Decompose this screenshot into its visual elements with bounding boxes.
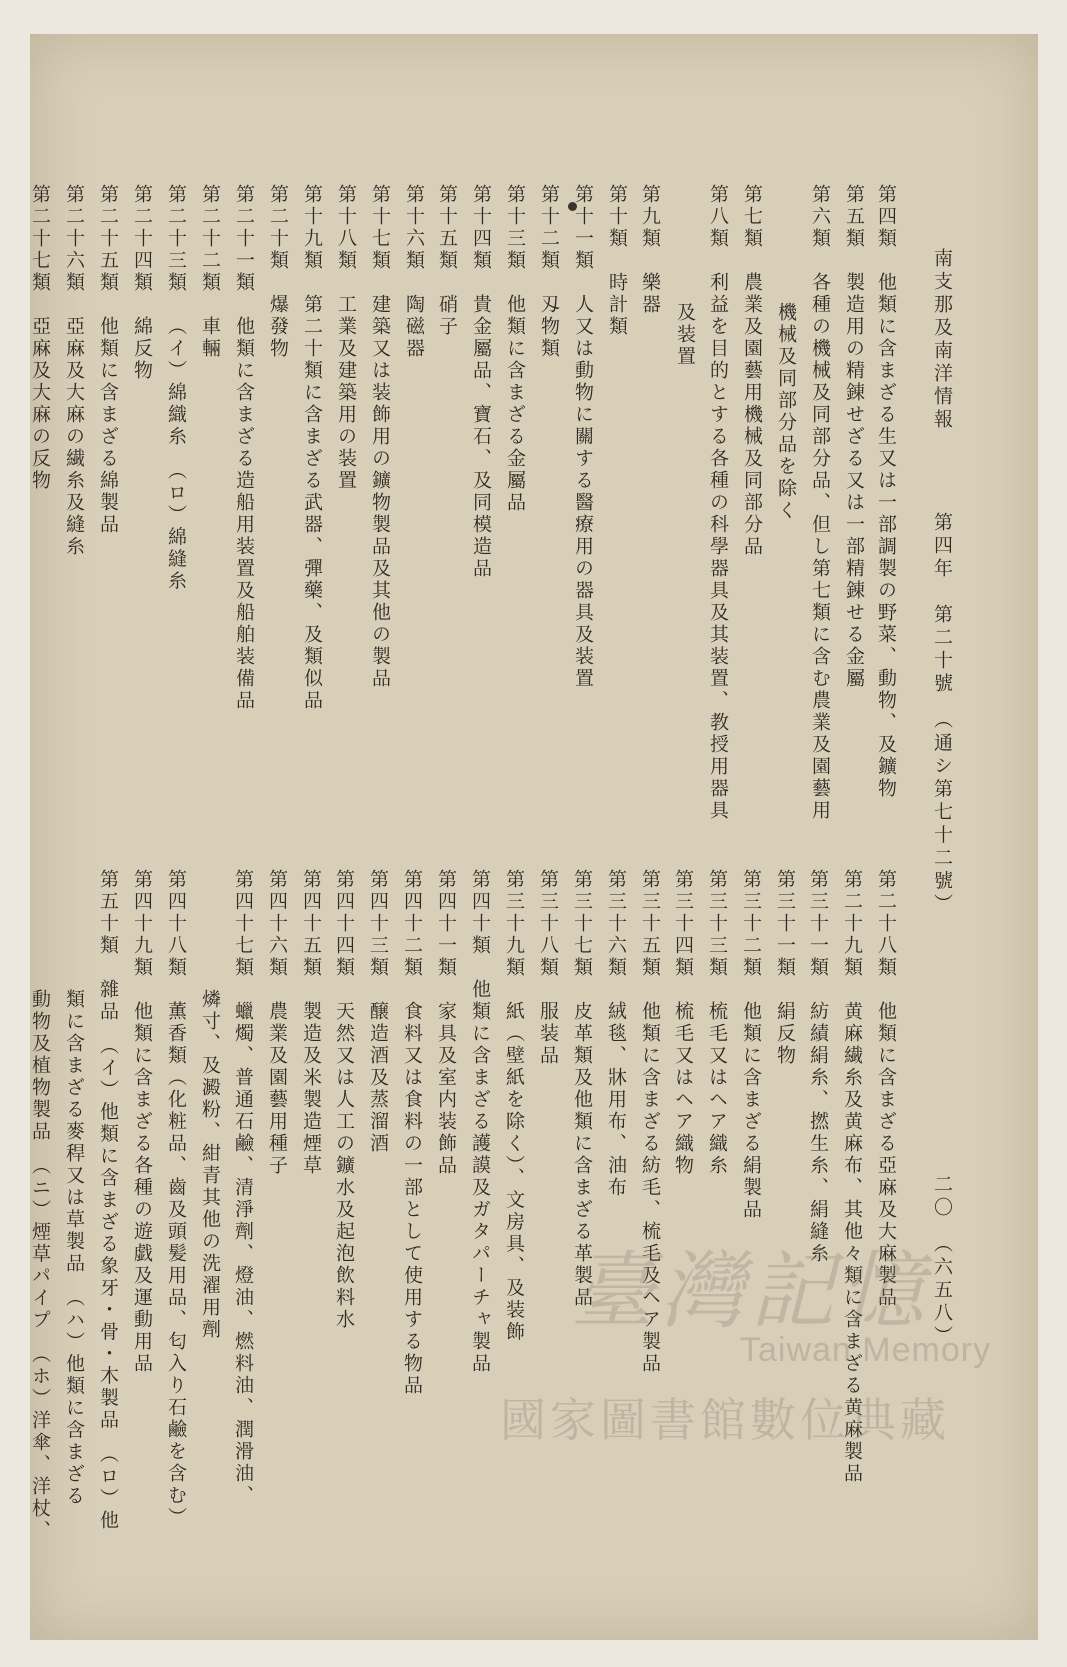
upper-entry: [876, 184, 895, 800]
lower-entry: [436, 869, 455, 1177]
lower-entry: [606, 869, 625, 1199]
class-label: 第六類: [809, 184, 831, 250]
class-label: 第四十六類: [266, 869, 288, 979]
upper-entry: [30, 184, 49, 492]
class-label: 第四十二類: [401, 869, 423, 979]
class-description: 他類に含まざる護謨及ガタパーチャ製品: [469, 979, 491, 1375]
class-description: 綿反物: [131, 316, 153, 382]
class-label: 第十類: [606, 184, 628, 250]
class-description: 樂器: [639, 272, 661, 316]
lower-entry: [808, 869, 827, 1265]
class-description: 他類に含まざる造船用装置及船舶装備品: [233, 316, 255, 712]
class-description: 醸造酒及蒸溜酒: [367, 1001, 389, 1155]
class-description: 第二十類に含まざる武器、彈藥、及類似品: [301, 294, 323, 712]
lower-entry: [368, 869, 387, 1155]
upper-entry: [708, 184, 727, 822]
class-label: 第九類: [639, 184, 661, 250]
lower-entry: [334, 869, 353, 1331]
class-description: 類に含まざる麥稈又は草製品 （ハ）他類に含まざる: [63, 989, 85, 1508]
class-description: 各種の機械及同部分品、但し第七類に含む農業及園藝用: [809, 272, 831, 822]
class-label: 第三十七類: [571, 869, 593, 979]
watermark-english: Taiwan Memory: [740, 1331, 992, 1369]
lower-entry: [538, 869, 557, 1067]
class-description: 時計類: [606, 272, 628, 338]
class-description: 農業及園藝用種子: [266, 1001, 288, 1177]
upper-entry: [302, 184, 321, 712]
lower-entry: [267, 869, 286, 1177]
class-label: 第三十六類: [605, 869, 627, 979]
class-description: 他類に含まざる紡毛、梳毛及ヘア製品: [639, 1001, 661, 1375]
lower-entry: [64, 989, 83, 1508]
lower-entry: [673, 869, 692, 1177]
class-description: 陶磁器: [403, 294, 425, 360]
class-description: 絹反物: [774, 1001, 796, 1067]
lower-entry: [98, 869, 117, 1532]
class-description: 製造及米製造煙草: [300, 1001, 322, 1177]
watermark-chinese: 國家圖書館數位典藏: [500, 1393, 950, 1447]
upper-entry: [234, 184, 253, 712]
upper-entry: [573, 184, 592, 690]
class-description: 薫香類（化粧品、齒及頭髪用品、匂入り石鹼を含む）: [165, 1001, 187, 1529]
class-description: 他類に含まざる生又は一部調製の野菜、動物、及鑛物: [875, 272, 897, 800]
class-label: 第十二類: [538, 184, 560, 272]
class-label: 第二十七類: [29, 184, 51, 294]
class-description: 亞麻及大麻の繊糸及縫糸: [63, 316, 85, 558]
class-description: 食料又は食料の一部として使用する物品: [401, 1001, 423, 1397]
class-label: 第十九類: [301, 184, 323, 272]
class-label: 第四十七類: [232, 869, 254, 979]
upper-entry: [336, 184, 355, 492]
class-label: 第三十三類: [706, 869, 728, 979]
class-description: 家具及室内装飾品: [435, 1001, 457, 1177]
class-label: 第十八類: [335, 184, 357, 272]
class-label: 第三十一類: [807, 869, 829, 979]
class-label: 第四十八類: [165, 869, 187, 979]
upper-entry: [200, 184, 219, 360]
upper-entry: [471, 184, 490, 580]
class-description: 工業及建築用の装置: [335, 294, 357, 492]
class-label: 第八類: [707, 184, 729, 250]
lower-entry: [200, 989, 219, 1341]
class-label: 第七類: [741, 184, 763, 250]
lower-entry: [741, 869, 760, 1221]
class-description: 車輛: [199, 316, 221, 360]
class-description: 梳毛又はヘア織物: [672, 1001, 694, 1177]
class-description: 蠟燭、普通石鹼、清淨劑、燈油、燃料油、潤滑油、: [232, 1001, 254, 1507]
class-description: 皮革類及他類に含まざる革製品: [571, 1001, 593, 1309]
class-description: 天然又は人工の鑛水及起泡飲料水: [333, 1001, 355, 1331]
class-description: 他類に含まざる綿製品: [97, 316, 119, 536]
class-label: 第三十一類: [774, 869, 796, 979]
class-label: 第四十一類: [435, 869, 457, 979]
lower-entry: [775, 869, 794, 1067]
class-label: 第三十四類: [672, 869, 694, 979]
upper-entry: [437, 184, 456, 338]
class-description: 燐寸、及澱粉、紺青其他の洗濯用劑: [199, 989, 221, 1341]
class-description: 雜品 （イ）他類に含まざる象牙・骨・木製品 （ロ）他: [97, 979, 119, 1532]
class-description: 建築又は装飾用の鑛物製品及其他の製品: [369, 294, 391, 690]
class-description: 梳毛又はヘア織糸: [706, 1001, 728, 1177]
issue-number: 第四年 第二十號 （通シ第七十二號）: [931, 512, 953, 917]
upper-entry: [505, 184, 524, 514]
class-label: 第二十二類: [199, 184, 221, 294]
class-description: 硝子: [436, 294, 458, 338]
class-label: 第三十八類: [537, 869, 559, 979]
lower-entry: [402, 869, 421, 1397]
upper-entry: [404, 184, 423, 360]
upper-entry: [776, 302, 795, 522]
class-description: 農業及園藝用機械及同部分品: [741, 272, 763, 558]
lower-entry: [166, 869, 185, 1529]
upper-entry: [370, 184, 389, 690]
lower-entry: [301, 869, 320, 1177]
class-label: 第五十類: [97, 869, 119, 957]
class-description: 他類に含まざる各種の遊戯及運動用品: [131, 1001, 153, 1375]
upper-entry: [607, 184, 626, 338]
upper-entry: [675, 302, 694, 368]
class-label: 第十六類: [403, 184, 425, 272]
upper-entry: [742, 184, 761, 558]
upper-entry: [810, 184, 829, 822]
class-label: 第二十八類: [875, 869, 897, 979]
class-label: 第三十五類: [639, 869, 661, 979]
class-label: 第四十三類: [367, 869, 389, 979]
lower-entry: [30, 989, 49, 1542]
class-description: 製造用の精錬せざる又は一部精錬せる金屬: [843, 272, 865, 690]
publication-title: 南支那及南洋情報: [931, 248, 953, 432]
class-label: 第二十一類: [233, 184, 255, 294]
class-label: 第三十九類: [503, 869, 525, 979]
class-label: 第二十九類: [841, 869, 863, 979]
class-label: 第五類: [843, 184, 865, 250]
class-label: 第二十類: [267, 184, 289, 272]
class-description: 及装置: [674, 302, 696, 368]
class-description: 人又は動物に關する醫療用の器具及装置: [572, 294, 594, 690]
class-description: （イ）綿織糸 （ロ）綿縫糸: [165, 316, 187, 593]
class-description: 他類に含まざる金屬品: [504, 294, 526, 514]
class-description: 他類に含まざる絹製品: [740, 1001, 762, 1221]
class-label: 第十五類: [436, 184, 458, 272]
watermark-script: 臺灣記憶: [570, 1242, 931, 1340]
class-label: 第四十四類: [333, 869, 355, 979]
class-description: 紡績絹糸、撚生糸、絹縫糸: [807, 1001, 829, 1265]
upper-entry: [268, 184, 287, 360]
class-label: 第二十六類: [63, 184, 85, 294]
lower-entry: [504, 869, 523, 1344]
class-description: 貴金屬品、寶石、及同模造品: [470, 294, 492, 580]
class-description: 爆發物: [267, 294, 289, 360]
page-number: 二〇 （六五八）: [931, 1174, 953, 1349]
upper-entry: [132, 184, 151, 382]
class-description: 他類に含まざる亞麻及大麻製品: [875, 1001, 897, 1309]
upper-entry: [640, 184, 659, 316]
class-label: 第四十五類: [300, 869, 322, 979]
class-description: 刄物類: [538, 294, 560, 360]
header-left-column: [932, 248, 951, 432]
lower-entry: [707, 869, 726, 1177]
upper-entry: [64, 184, 83, 558]
class-label: 第四類: [875, 184, 897, 250]
class-description: 利益を目的とする各種の科學器具及其装置、教授用器具: [707, 272, 729, 822]
class-label: 第十四類: [470, 184, 492, 272]
lower-entry: [233, 869, 252, 1507]
class-description: 動物及植物製品 （ニ）煙草パイプ （ホ）洋傘、洋杖、: [29, 989, 51, 1542]
upper-entry: [844, 184, 863, 690]
class-description: 絨毯、牀用布、油布: [605, 1001, 627, 1199]
lower-entry: [470, 869, 489, 1375]
class-label: 第四十類: [469, 869, 491, 957]
class-description: 服装品: [537, 1001, 559, 1067]
class-description: 黄麻繊糸及黄麻布、其他々類に含まざる黄麻製品: [841, 1001, 863, 1485]
class-label: 第二十三類: [165, 184, 187, 294]
page: [30, 34, 1038, 1640]
class-description: 紙（壁紙を除く）、文房具、及装飾: [503, 1001, 525, 1344]
upper-entry: [166, 184, 185, 593]
lower-entry: [132, 869, 151, 1375]
class-label: 第四十九類: [131, 869, 153, 979]
class-description: 亞麻及大麻の反物: [29, 316, 51, 492]
class-label: 第二十五類: [97, 184, 119, 294]
class-label: 第十三類: [504, 184, 526, 272]
class-label: 第二十四類: [131, 184, 153, 294]
upper-entry: [98, 184, 117, 536]
class-label: 第三十二類: [740, 869, 762, 979]
class-description: 機械及同部分品を除く: [775, 302, 797, 522]
class-label: 第十一類: [572, 184, 594, 272]
class-label: 第十七類: [369, 184, 391, 272]
upper-entry: [539, 184, 558, 360]
